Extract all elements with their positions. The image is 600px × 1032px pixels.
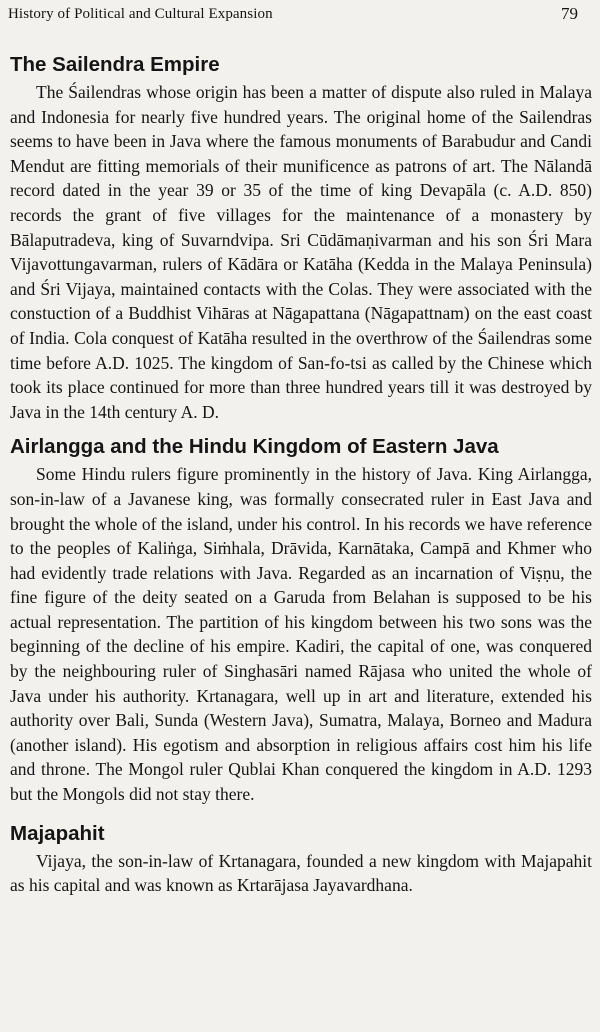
page-header: [8, 6, 578, 28]
section-majapahit: [10, 819, 592, 898]
page-number: 79: [561, 4, 578, 23]
running-title: History of Political and Cultural Expansion: [8, 6, 273, 22]
section-paragraph: The Śailendras whose origin has been a matter of dispute also ruled in Malaya and Indonesia for nearly five hundred years. The original home of the Sailendras seems to have been in Java where the famous monuments of Barabudur and Candi Mendut are fitting memorials of their munificence as patrons of art. The Nālandā record dated in the year 39 or 35 of the time of king Devapāla (c. A.D. 850) records the grant of five villages for the maintenance of a monastery by Bālaputradeva, king of Suvarndvipa. Sri Cūdāmaṇivarman and his son Śri Mara Vijavottungavarman, rulers of Kādāra or Katāha (Kedda in the Malaya Peninsula) and Śri Vijaya, maintained contacts with the Colas. They were associated with the constuction of a Buddhist Vihāras at Nāgapattana (Nāgapattnam) on the east coast of India. Cola conquest of Katāha resulted in the overthrow of the Śailendras some time before A.D. 1025. The kingdom of San-fo-tsi as called by the Chinese which took its place continued for more than three hundred years till it was destroyed by Java in the 14th century A. D.: [10, 82, 592, 422]
section-airlangga: [10, 432, 592, 806]
section-heading: The Sailendra Empire: [10, 53, 220, 76]
section-sailendra-empire: [10, 50, 592, 424]
section-paragraph: Some Hindu rulers figure prominently in the history of Java. King Airlangga, son-in-law of a Javanese king, was formally consecrated ruler in East Java and brought the whole of the island, under his control. In his records we have reference to the peoples of Kaliṅga, Siṁhala, Drāvida, Karnātaka, Campā and Khmer who had evidently trade relations with Java. Regarded as an incarnation of Viṣṇu, the fine figure of the deity seated on a Garuda from Belahan is supposed to be his actual representation. The partition of his kingdom between his two sons was the beginning of the decline of his empire. Kadiri, the capital of one, was conquered by the neighbouring ruler of Singhasāri named Rājasa who united the whole of Java under his authority. Krtanagara, well up in art and literature, extended his authority over Bali, Sunda (Western Java), Sumatra, Malaya, Borneo and Madura (another island). His egotism and absorption in religious affairs cost him his life and throne. The Mongol ruler Qublai Khan conquered the kingdom in A.D. 1293 but the Mongols did not stay there.: [10, 464, 592, 805]
page-body: [10, 50, 592, 898]
section-heading: Airlangga and the Hindu Kingdom of Eastern Java: [10, 435, 499, 459]
section-heading: Majapahit: [10, 821, 105, 845]
section-paragraph: Vijaya, the son-in-law of Krtanagara, founded a new kingdom with Majapahit as his capital and was known as Krtarājasa Jayavardhana.: [10, 850, 592, 896]
